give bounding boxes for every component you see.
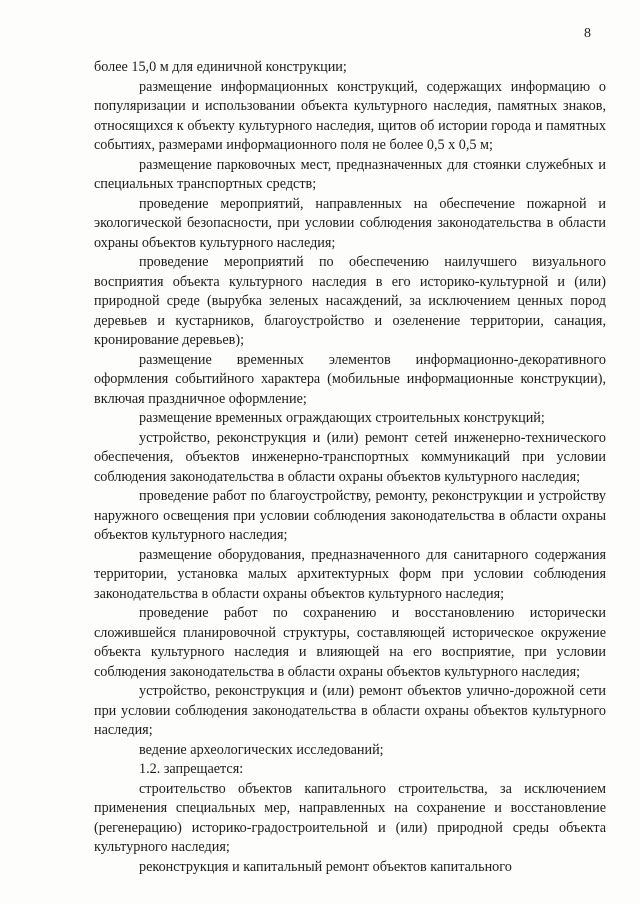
paragraph: размещение парковочных мест, предназначенных для стоянки служебных и специальных транспортных средств; xyxy=(94,156,606,192)
paragraph: размещение информационных конструкций, содержащих информацию о популяризации и использовании объекта культурного наследия, памятных знаков, относящихся к объекту культурного наследия, щитов об истории города и памятных событиях, размерами информационного поля не более 0,5 х 0,5 м; xyxy=(94,78,606,153)
paragraph: проведение работ по сохранению и восстановлению исторически сложившейся планировочной структуры, составляющей историческое окружение объекта культурного наследия и влияющей на его восприятие, при условии соблюдения законодательства в области охраны объектов культурного наследия; xyxy=(94,605,606,680)
paragraph: проведение мероприятий, направленных на обеспечение пожарной и экологической безопасности, при условии соблюдения законодательства в области охраны объектов культурного наследия; xyxy=(94,195,606,251)
paragraph: ведение археологических исследований; xyxy=(139,741,384,758)
paragraph: устройство, реконструкция и (или) ремонт сетей инженерно-технического обеспечения, объектов инженерно-транспортных коммуникаций при условии соблюдения законодательства в области охраны объектов культурного наследия; xyxy=(94,429,606,485)
paragraph: размещение временных элементов информационно-декоративного оформления событийного характера (мобильные информационные конструкции), включая праздничное оформление; xyxy=(94,351,606,407)
page-number: 8 xyxy=(584,26,591,41)
section-heading: 1.2. запрещается: xyxy=(139,761,244,777)
document-body xyxy=(94,58,606,877)
paragraph: устройство, реконструкция и (или) ремонт объектов улично-дорожной сети при условии соблюдения законодательства в области охраны объектов культурного наследия; xyxy=(94,683,606,738)
paragraph: проведение мероприятий по обеспечению наилучшего визуального восприятия объекта культурного наследия в его историко-культурной и (или) природной среде (вырубка зеленых насаждений, за исключением ценных пород деревьев и кустарников, благоустройство и озеленение территории, санация, кронирование деревьев); xyxy=(94,254,606,348)
paragraph: размещение временных ограждающих строительных конструкций; xyxy=(139,410,545,426)
paragraph: проведение работ по благоустройству, ремонту, реконструкции и устройству наружного освещения при условии соблюдения законодательства в области охраны объектов культурного наследия; xyxy=(94,488,606,543)
paragraph: строительство объектов капитального строительства, за исключением применения специальных мер, направленных на сохранение и восстановление (регенерацию) историко-градостроительной и (или) природной среды объекта культурного наследия; xyxy=(94,780,606,855)
paragraph: реконструкция и капитальный ремонт объектов капитального xyxy=(139,858,512,875)
paragraph: более 15,0 м для единичной конструкции; xyxy=(94,59,347,75)
paragraph: размещение оборудования, предназначенного для санитарного содержания территории, установка малых архитектурных форм при условии соблюдения законодательства в области охраны объектов культурного наследия; xyxy=(94,546,606,602)
